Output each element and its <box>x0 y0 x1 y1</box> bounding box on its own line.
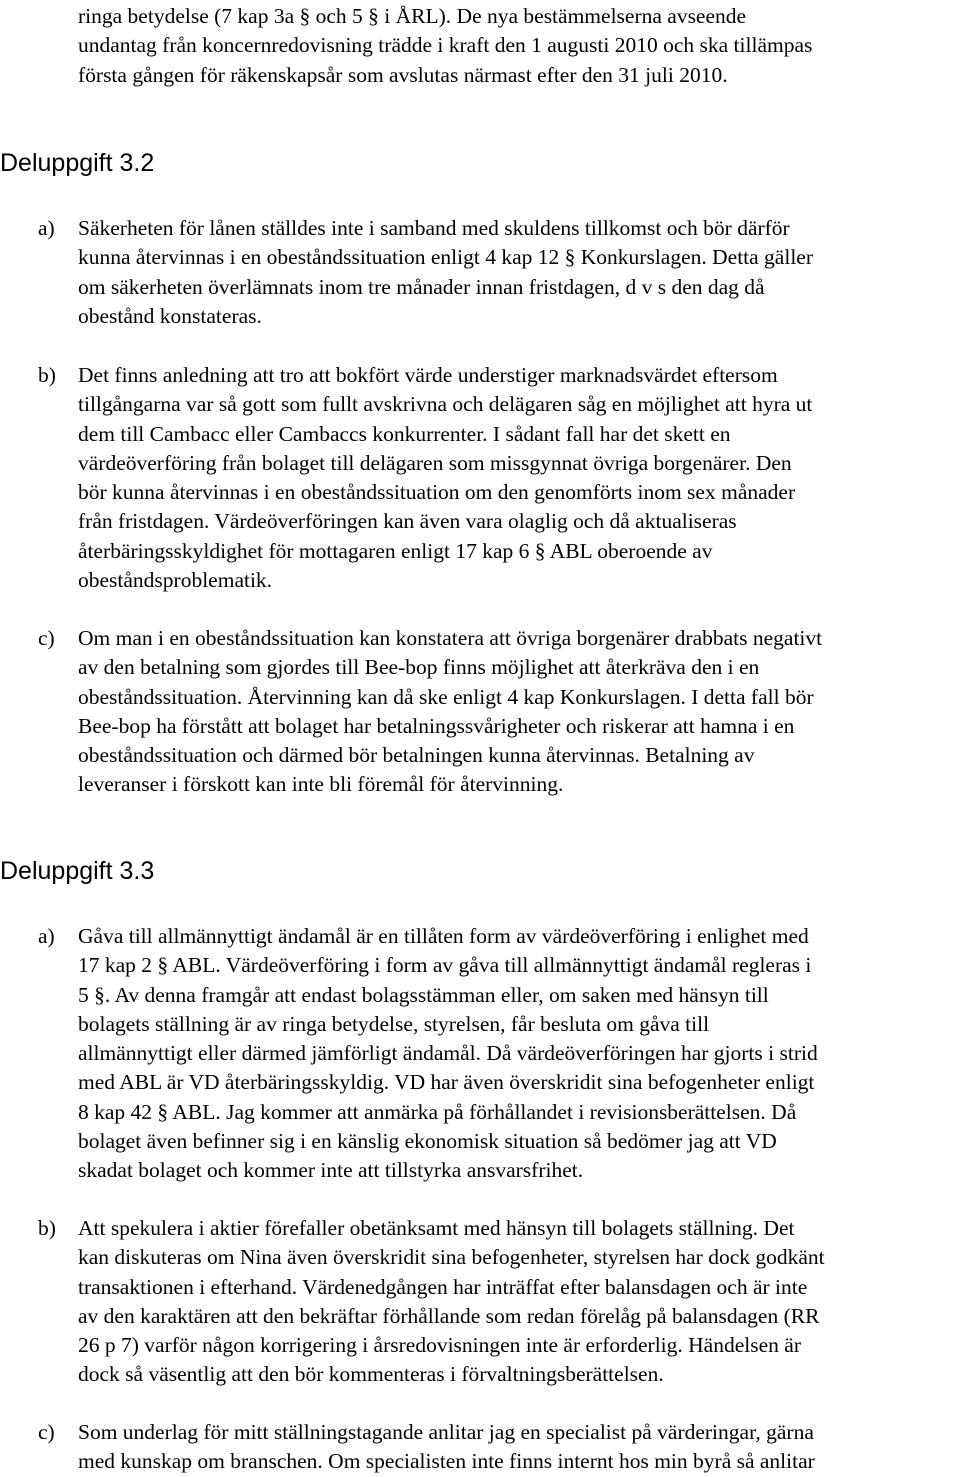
text-line: obeståndssituation och därmed bör betalningen kunna återvinnas. Betalning av <box>78 743 755 768</box>
text-line: Gåva till allmännyttigt ändamål är en tillåten form av värdeöverföring i enlighet med <box>78 924 809 948</box>
list-marker: b) <box>38 363 56 387</box>
text-line: Säkerheten för lånen ställdes inte i samband med skuldens tillkomst och bör därför <box>78 216 790 240</box>
text-line: Bee-bop ha förstått att bolaget har betalningssvårigheter och riskerar att hamna i en <box>78 713 795 738</box>
text-line: kunna återvinnas i en obeståndssituation enligt 4 kap 12 § Konkurslagen. Detta gäller <box>78 245 813 270</box>
text-line: första gången för räkenskapsår som avslutas närmast efter den 31 juli 2010. <box>78 62 728 87</box>
text-line: obeståndsproblematik. <box>78 568 273 593</box>
list-marker: c) <box>38 1420 55 1444</box>
text-line: Att spekulera i aktier förefaller obetänksamt med hänsyn till bolagets ställning. Det <box>78 1216 795 1240</box>
text-line: med kunskap om branschen. Om specialisten inte finns internt hos min byrå så anlitar <box>78 1449 815 1474</box>
text-line: av den karaktären att den bekräftar förhållande som redan förelåg på balansdagen (RR <box>78 1303 820 1328</box>
text-line: kan diskuteras om Nina även överskridit sina befogenheter, styrelsen har dock godkänt <box>78 1245 825 1270</box>
text-line: skadat bolaget och kommer inte att tillstyrka ansvarsfrihet. <box>78 1158 584 1183</box>
text-line: med ABL är VD återbäringsskyldig. VD har även överskridit sina befogenheter enligt <box>78 1070 815 1095</box>
list-item-text <box>78 1214 960 1390</box>
list-item-text <box>78 922 960 1186</box>
text-line: dem till Cambacc eller Cambaccs konkurrenter. I sådant fall har det skett en <box>78 421 731 446</box>
text-line: om säkerheten överlämnats inom tre månader innan fristdagen, d v s den dag då <box>78 274 765 299</box>
text-line: 26 p 7) varför någon korrigering i årsredovisningen inte är erforderlig. Händelsen är <box>78 1333 801 1358</box>
text-line: återbäringsskyldighet för mottagaren enligt 17 kap 6 § ABL oberoende av <box>78 538 713 563</box>
text-line: obeståndssituation. Återvinning kan då ske enligt 4 kap Konkurslagen. I detta fall bör <box>78 684 814 709</box>
list-item-text <box>78 624 960 800</box>
text-line: 17 kap 2 § ABL. Värdeöverföring i form av gåva till allmännyttigt ändamål regleras i <box>78 953 812 978</box>
list-item-text <box>78 214 960 331</box>
text-line: ringa betydelse (7 kap 3a § och 5 § i ÅRL). De nya bestämmelserna avseende <box>78 4 747 28</box>
text-line: undantag från koncernredovisning trädde i kraft den 1 augusti 2010 och ska tillämpas <box>78 33 813 58</box>
text-line: 8 kap 42 § ABL. Jag kommer att anmärka på förhållandet i revisionsberättelsen. Då <box>78 1099 797 1124</box>
text-line: bör kunna återvinnas i en obeståndssituation om den genomförts inom sex månader <box>78 480 796 505</box>
text-line: leveranser i förskott kan inte bli föremål för återvinning. <box>78 772 564 797</box>
text-line: Som underlag för mitt ställningstagande anlitar jag en specialist på värderingar, gärna <box>78 1420 814 1444</box>
text-line: dock så väsentlig att den bör kommenteras i förvaltningsberättelsen. <box>78 1362 664 1387</box>
text-line: värdeöverföring från bolaget till delägaren som missgynnat övriga borgenärer. Den <box>78 450 792 475</box>
text-line: Det finns anledning att tro att bokfört värde understiger marknadsvärdet eftersom <box>78 363 778 387</box>
text-line: transaktionen i efterhand. Värdenedgången har inträffat efter balansdagen och är inte <box>78 1274 808 1299</box>
text-line: Om man i en obeståndssituation kan konstatera att övriga borgenärer drabbats negativt <box>78 626 823 650</box>
text-line: allmännyttigt eller därmed jämförligt ändamål. Då värdeöverföringen har gjorts i strid <box>78 1041 818 1066</box>
list-marker: a) <box>38 924 55 948</box>
text-line: från fristdagen. Värdeöverföringen kan även vara olaglig och då aktualiseras <box>78 509 737 534</box>
intro-paragraph <box>78 2 958 90</box>
list-marker: a) <box>38 216 55 240</box>
list-item-text <box>78 361 960 595</box>
text-line: tillgångarna var så gott som fullt avskrivna och delägaren såg en möjlighet att hyra ut <box>78 392 813 417</box>
section-heading-3-2: Deluppgift 3.2 <box>0 149 155 177</box>
text-line: bolaget även befinner sig i en känslig ekonomisk situation så bedömer jag att VD <box>78 1129 777 1154</box>
list-marker: b) <box>38 1216 56 1240</box>
text-line: obestånd konstateras. <box>78 303 262 328</box>
text-line: 5 §. Av denna framgår att endast bolagsstämman eller, om saken med hänsyn till <box>78 982 769 1007</box>
text-line: bolagets ställning är av ringa betydelse, styrelsen, får besluta om gåva till <box>78 1011 710 1036</box>
list-item-text <box>78 1418 960 1477</box>
text-line: av den betalning som gjordes till Bee-bop finns möjlighet att återkräva den i en <box>78 655 760 680</box>
section-heading-3-3: Deluppgift 3.3 <box>0 857 155 885</box>
list-marker: c) <box>38 626 55 650</box>
